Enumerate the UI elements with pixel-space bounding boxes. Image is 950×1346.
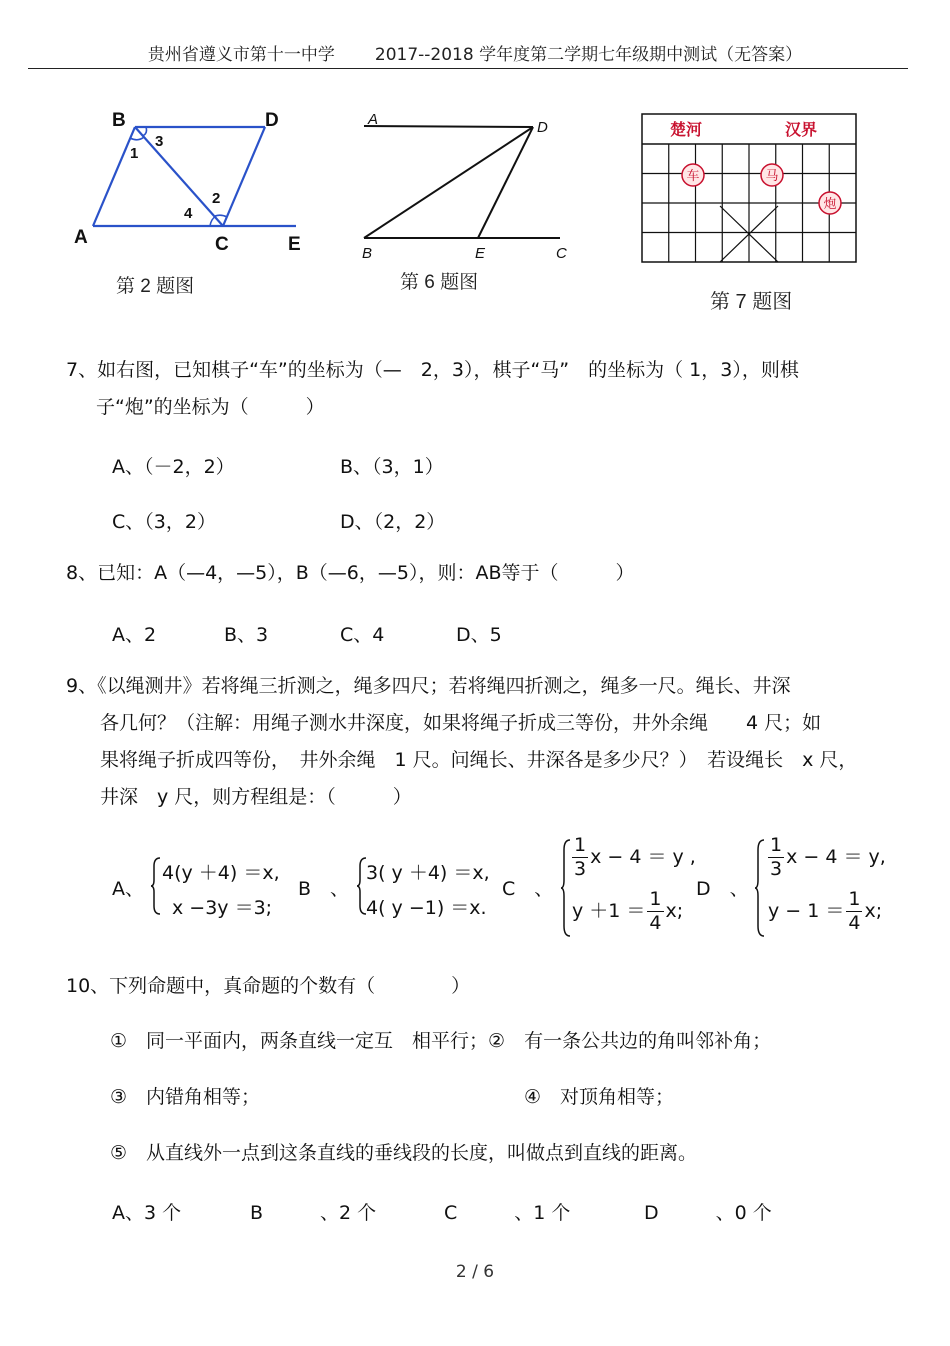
fig2-arc-2 — [215, 215, 227, 217]
q9-option-b[interactable] — [298, 850, 488, 920]
q10-statement-3: ③ 内错角相等； — [110, 1086, 261, 1108]
q8-stem: 8、已知：A（—4，—5），B（—6，—5），则：AB等于（ ） — [66, 562, 635, 584]
q9-line1: 9、《以绳测井》若将绳三折测之，绳多四尺；若将绳四折测之，绳多一尺。绳长、井深 — [66, 675, 791, 697]
fig2-angle-1: 1 — [130, 145, 139, 162]
fig7-piece-pao-label: 炮 — [823, 196, 837, 211]
fig2-label-d: D — [265, 110, 279, 131]
fig6-line-bd — [364, 127, 533, 238]
q9-option-d-den1: 3 — [770, 858, 783, 880]
header-school: 贵州省遵义市第十一中学 — [147, 45, 335, 65]
page-number: 2 / 6 — [455, 1262, 495, 1282]
page-header — [0, 40, 950, 65]
q10-stem: 10、下列命题中，真命题的个数有（ ） — [66, 975, 471, 997]
q10-option-d[interactable]: D 、0 个 — [644, 1202, 772, 1224]
q9-line3: 果将绳子折成四等份， 井外余绳 1 尺。问绳长、井深各是多少尺？） 若设绳长 x 尺， — [100, 749, 858, 771]
fig6-label-a: A — [368, 111, 379, 128]
fig2-angle-4: 4 — [184, 205, 193, 222]
fig2-label-b: B — [112, 110, 126, 131]
q10-statement-1-2: ① 同一平面内，两条直线一定互 相平行；② 有一条公共边的角叫邻补角； — [110, 1030, 772, 1052]
fig6-label-d: D — [537, 119, 548, 136]
fig2-label-e: E — [288, 234, 301, 255]
q7-line2: 子“炮”的坐标为（ ） — [96, 396, 325, 418]
q9-option-a-brace — [150, 856, 162, 916]
q9-option-d[interactable] — [696, 834, 886, 944]
q9-option-c[interactable] — [502, 834, 696, 944]
fig7-piece-ma — [761, 164, 783, 186]
q9-option-d-lhs2: y − 1 ＝ — [768, 900, 845, 922]
q9-option-c-rest1: x − 4 ＝ y , — [590, 846, 696, 868]
fig6-line-ed — [478, 127, 533, 238]
fig6-label-e: E — [475, 245, 486, 262]
figure-2 — [60, 100, 320, 310]
q9-option-a-eq2: x −3y ＝3; — [172, 897, 273, 919]
fig2-line-ab — [93, 127, 135, 226]
q9-option-d-brace — [754, 838, 766, 938]
q9-option-c-num2: 1 — [649, 888, 662, 910]
q8-option-b[interactable]: B、3 — [224, 624, 269, 646]
q9-option-a[interactable] — [112, 850, 282, 920]
q9-option-b-eq2: 4( y −1) ＝x. — [366, 897, 487, 919]
q9-option-c-eq1 — [570, 836, 696, 879]
q9-option-d-num2: 1 — [848, 888, 861, 910]
q7-option-c[interactable]: C、（3，2） — [112, 511, 216, 533]
fig2-caption: 第 2 题图 — [116, 276, 195, 297]
q9-option-d-rest2: x; — [864, 900, 883, 922]
header-exam: 2017--2018 学年度第二学期七年级期中测试（无答案） — [374, 45, 803, 65]
q9-option-c-lhs2: y ＋1 ＝ — [572, 900, 646, 922]
q9-option-a-eq1: 4(y ＋4) ＝x, — [162, 862, 280, 884]
q9-option-c-label: C 、 — [502, 878, 554, 900]
fig2-line-cd — [223, 127, 265, 226]
header-rule — [28, 68, 908, 69]
figure-7 — [630, 108, 870, 320]
q9-option-b-label: B 、 — [298, 878, 350, 900]
fig2-arc-1 — [130, 137, 144, 140]
q9-line2: 各几何？（注解：用绳子测水井深度，如果将绳子折成三等份，井外余绳 4 尺；如 — [100, 712, 822, 734]
figure-6 — [350, 100, 590, 300]
q9-option-d-rest1: x − 4 ＝ y, — [786, 846, 886, 868]
fig7-caption: 第 7 题图 — [710, 291, 793, 313]
q9-option-d-den2: 4 — [848, 912, 861, 934]
q9-option-d-eq1 — [766, 836, 886, 879]
fig6-caption: 第 6 题图 — [400, 272, 479, 293]
fig6-line-ad — [364, 126, 533, 127]
q10-statement-5: ⑤ 从直线外一点到这条直线的垂线段的长度，叫做点到直线的距离。 — [110, 1142, 698, 1164]
fig2-line-bc — [135, 127, 223, 226]
fig2-label-a: A — [74, 227, 88, 248]
q9-option-c-rest2: x; — [665, 900, 684, 922]
fig7-river-right: 汉界 — [785, 122, 818, 139]
q7-option-d[interactable]: D、（2，2） — [340, 511, 446, 533]
fig2-angle-3: 3 — [155, 133, 164, 150]
q8-option-c[interactable]: C、4 — [340, 624, 385, 646]
q9-option-d-eq2 — [768, 890, 882, 933]
q9-option-d-num1: 1 — [770, 834, 783, 856]
fig6-label-b: B — [362, 245, 373, 262]
fig7-river-left: 楚河 — [670, 122, 703, 139]
fig7-piece-che — [682, 164, 704, 186]
fig2-angle-2: 2 — [212, 190, 221, 207]
fig7-piece-pao — [819, 192, 841, 214]
q9-option-c-den2: 4 — [649, 912, 662, 934]
q7-line1: 7、如右图，已知棋子“车”的坐标为（— 2，3），棋子“马” 的坐标为（ 1，3），则棋 — [66, 359, 799, 381]
q9-option-c-eq2 — [572, 890, 683, 933]
q9-option-d-label: D 、 — [696, 878, 749, 900]
q9-option-c-den1: 3 — [574, 858, 587, 880]
q9-option-c-num1: 1 — [574, 834, 587, 856]
q10-option-b[interactable]: B 、2 个 — [250, 1202, 377, 1224]
q7-option-a[interactable]: A、（－2，2） — [112, 456, 235, 478]
q10-statement-4: ④ 对顶角相等； — [524, 1086, 675, 1108]
q9-option-b-eq1: 3( y ＋4) ＝x, — [366, 862, 490, 884]
fig7-piece-che-label: 车 — [686, 168, 700, 183]
q7-option-b[interactable]: B、（3，1） — [340, 456, 444, 478]
q10-option-c[interactable]: C 、1 个 — [444, 1202, 571, 1224]
q10-option-a[interactable]: A、3 个 — [112, 1202, 182, 1224]
fig7-piece-ma-label: 马 — [765, 168, 779, 183]
q9-line4: 井深 y 尺，则方程组是：（ ） — [100, 786, 412, 808]
q8-option-a[interactable]: A、2 — [112, 624, 157, 646]
fig2-label-c: C — [215, 234, 229, 255]
q8-option-d[interactable]: D、5 — [456, 624, 502, 646]
fig2-arc-4 — [210, 216, 216, 226]
fig6-label-c: C — [556, 245, 567, 262]
q9-option-a-label: A、 — [112, 878, 144, 900]
